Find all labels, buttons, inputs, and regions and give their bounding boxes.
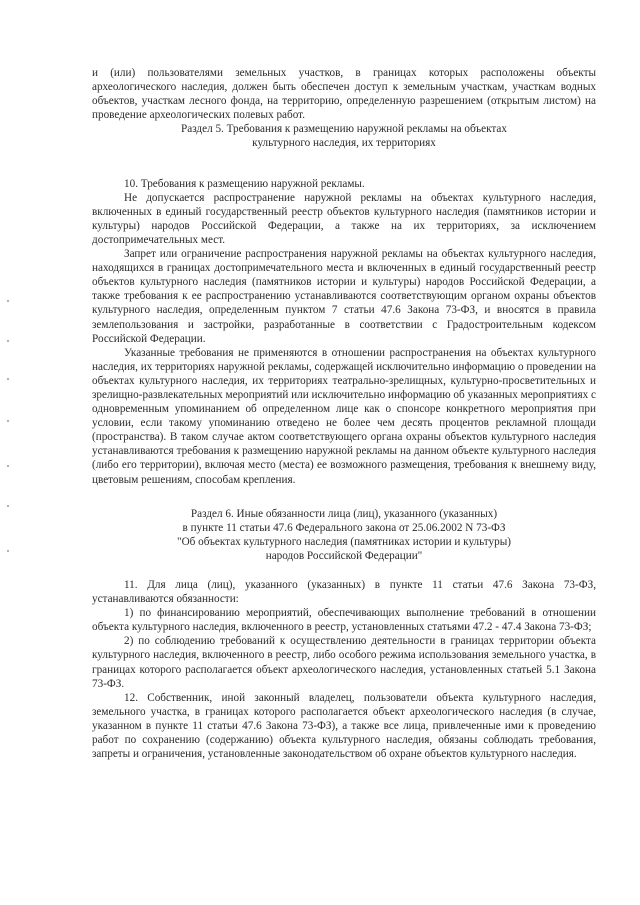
- section-5-heading-line-2: культурного наследия, их территориях: [252, 137, 436, 150]
- section-6-heading-line-3: "Об объектах культурного наследия (памятниках истории и культуры): [177, 535, 511, 548]
- paragraph-11-item-2: 2) по соблюдению требований к осуществлению деятельности в границах территории объекта культурного наследия, включенного в реестр, либо особого режима использования земельного участка, в границах которого располагается объект археологического наследия, установленных статьей 5.1 Закона 73-ФЗ.: [92, 635, 596, 690]
- paragraph-11-item-1: 1) по финансированию мероприятий, обеспечивающих выполнение требований в отношении объекта культурного наследия, включенного в реестр, установленных статьями 47.2 - 47.4 Закона 73-ФЗ;: [92, 607, 596, 634]
- paragraph-10-prohibition: Не допускается распространение наружной рекламы на объектах культурного наследия, включенных в единый государственный реестр объектов культурного наследия (памятников истории и культуры) народов Российской Федерации, а также на их территориях, за исключением достопримечательных мест.: [92, 191, 596, 246]
- paragraph-10: 10. Требования к размещению наружной рекламы.: [124, 177, 365, 190]
- section-5-heading-line-1: Раздел 5. Требования к размещению наружной рекламы на объектах: [181, 123, 507, 136]
- section-6-heading-line-4: народов Российской Федерации": [265, 549, 423, 562]
- section-6-heading-line-2: в пункте 11 статьи 47.6 Федерального закона от 25.06.2002 N 73-ФЗ: [182, 521, 506, 534]
- paragraph-access: и (или) пользователями земельных участков, в границах которых расположены объекты археологического наследия, должен быть обеспечен доступ к земельным участкам, участкам водных объектов, участкам лесного фонда, на территорию, определенную разрешением (открытым листом) на проведение археологических полевых работ.: [92, 67, 596, 122]
- paragraph-12: 12. Собственник, иной законный владелец, пользователи объекта культурного наследия, земельного участка, в границах которого располагается объект археологического наследия (в случае, указанном в пункте 11 статьи 47.6 Закона 73-ФЗ), а также все лица, привлеченные ими к проведению работ по сохранению (содержанию) объекта культурного наследия, обязаны соблюдать требования, запреты и ограничения, установленные законодательством об охране объектов культурного наследия.: [92, 691, 596, 761]
- paragraph-11: 11. Для лица (лиц), указанного (указанных) в пункте 11 статьи 47.6 Закона 73-ФЗ, устанавливаются обязанности:: [92, 579, 596, 606]
- scan-margin-marks: [5, 300, 11, 560]
- paragraph-10-restriction: Запрет или ограничение распространения наружной рекламы на объектах культурного наследия, находящихся в границах достопримечательного места и включенных в единый государственный реестр объектов культурного наследия (памятников истории и культуры) народов Российской Федерации, а также требования к ее распространению устанавливаются соответствующим органом охраны объектов культурного наследия, определенным пунктом 7 статьи 47.6 Закона 73-ФЗ, и вносятся в правила землепользования и застройки, разработанные в соответствии с Градостроительным кодексом Российской Федерации.: [92, 248, 596, 345]
- paragraph-10-exceptions: Указанные требования не применяются в отношении распространения на объектах культурного наследия, их территориях наружной рекламы, содержащей исключительно информацию о проведении на объектах культурного наследия, их территориях театрально-зрелищных, культурно-просветительных и зрелищно-развлекательных мероприятий или исключительно информацию об указанных мероприятиях с одновременным упоминанием об определенном лице как о спонсоре конкретного мероприятия при условии, если такому упоминанию отведено не более чем десять процентов рекламной площади (пространства). В таком случае актом соответствующего органа охраны объектов культурного наследия устанавливаются требования к размещению наружной рекламы на данном объекте культурного наследия (либо его территории), включая место (места) ее возможного размещения, требования к внешнему виду, цветовым решениям, способам крепления.: [92, 346, 596, 486]
- section-6-heading-line-1: Раздел 6. Иные обязанности лица (лиц), указанного (указанных): [190, 507, 498, 520]
